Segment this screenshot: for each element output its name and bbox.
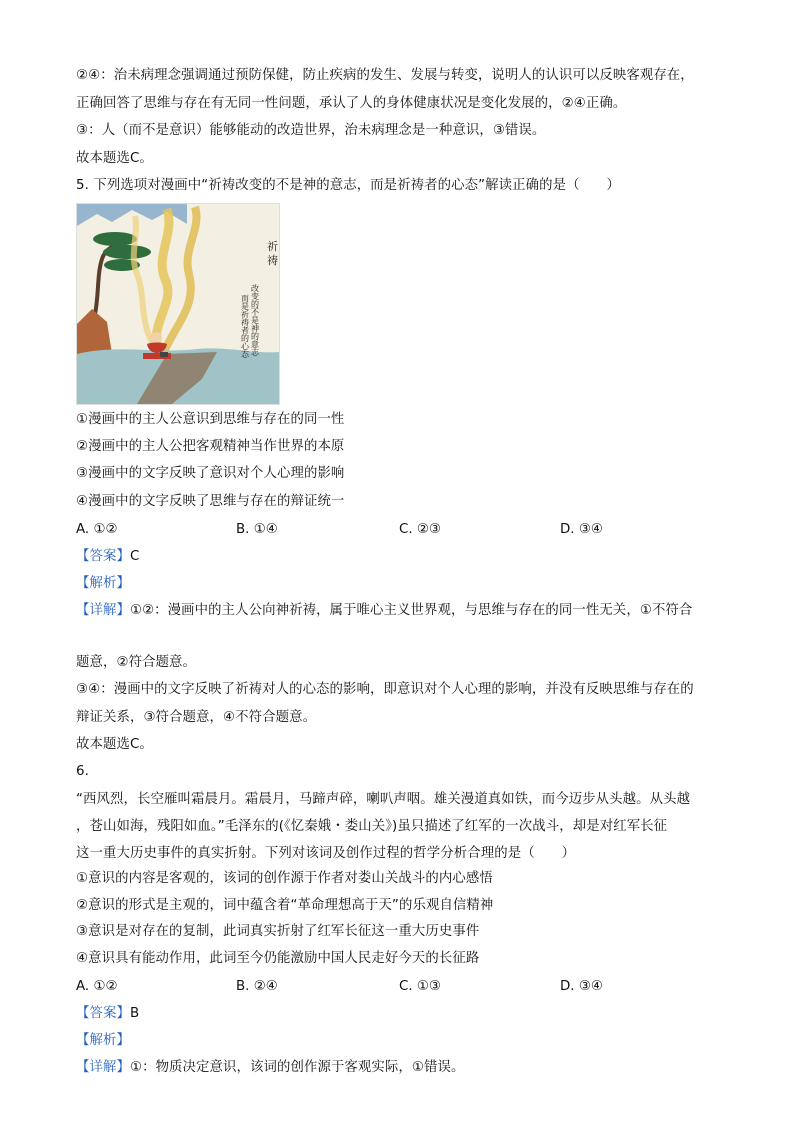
option-b: B. ②④	[236, 979, 278, 994]
question-6-poem: ，苍山如海，残阳如血。”毛泽东的(《忆秦娥・娄山关》)虽只描述了红军的一次战斗，却是对红军长征	[76, 819, 668, 834]
analysis-label: 【解析】	[76, 1033, 130, 1048]
question-6-item: ②意识的形式是主观的，词中蕴含着“革命理想高于天”的乐观自信精神	[76, 898, 494, 913]
cartoon-text-col-2: 而是祈祷者的心态	[240, 294, 250, 358]
answer-value: B	[129, 1006, 140, 1021]
question-6-item: ③意识是对存在的复制，此词真实折射了红军长征这一重大历史事件	[76, 924, 480, 939]
option-d: D. ③④	[560, 979, 603, 994]
answer-label: 【答案】	[76, 549, 130, 564]
question-5-item: ①漫画中的主人公意识到思维与存在的同一性	[76, 412, 345, 427]
detail-label: 【详解】	[76, 603, 130, 618]
detail-line: 【详解】①：物质决定意识，该词的创作源于客观实际，①错误。	[76, 1060, 465, 1075]
answer-value: C	[129, 549, 140, 564]
option-a: A. ①②	[76, 979, 118, 994]
detail-line: 辩证关系，③符合题意，④不符合题意。	[76, 710, 317, 725]
option-c: C. ①③	[399, 979, 441, 994]
text-line: 正确回答了思维与存在有无同一性问题，承认了人的身体健康状况是变化发展的，②④正确。	[76, 96, 627, 111]
text-line: 故本题选C。	[76, 151, 153, 166]
question-6-poem: “西风烈，长空雁叫霜晨月。霜晨月，马蹄声碎，喇叭声咽。雄关漫道真如铁，而今迈步从头越。从头越	[76, 792, 691, 807]
text-line: ③：人（而不是意识）能够能动的改造世界，治未病理念是一种意识，③错误。	[76, 123, 546, 138]
cartoon-text-col-1: 改变的不是神的意志	[250, 284, 260, 356]
question-5-item: ②漫画中的主人公把客观精神当作世界的本原	[76, 439, 345, 454]
question-5-item: ④漫画中的文字反映了思维与存在的辩证统一	[76, 494, 345, 509]
detail-line: 【详解】①②：漫画中的主人公向神祈祷，属于唯心主义世界观，与思维与存在的同一性无关，①不符合	[76, 603, 693, 618]
cartoon-image	[76, 203, 280, 405]
detail-line: 题意，②符合题意。	[76, 655, 197, 670]
prayer-cartoon-illustration	[77, 204, 279, 404]
detail-label: 【详解】	[76, 1060, 130, 1075]
option-c: C. ②③	[399, 522, 441, 537]
detail-line: ③④：漫画中的文字反映了祈祷对人的心态的影响，即意识对个人心理的影响，并没有反映思维与存在的	[76, 682, 694, 697]
option-d: D. ③④	[560, 522, 603, 537]
option-a: A. ①②	[76, 522, 118, 537]
question-6-stem: 这一重大历史事件的真实折射。下列对该词及创作过程的哲学分析合理的是（ ）	[76, 846, 576, 861]
cartoon-text-2: 祷	[267, 254, 278, 267]
question-5-item: ③漫画中的文字反映了意识对个人心理的影响	[76, 466, 345, 481]
answer-label: 【答案】	[76, 1006, 130, 1021]
text-line: ②④：治未病理念强调通过预防保健，防止疾病的发生、发展与转变，说明人的认识可以反映客观存在，	[76, 68, 694, 83]
question-5-stem: 5. 下列选项对漫画中“祈祷改变的不是神的意志，而是祈祷者的心态”解读正确的是（ ）	[76, 178, 621, 193]
answer-line	[76, 1004, 139, 1024]
question-6-item: ④意识具有能动作用，此词至今仍能激励中国人民走好今天的长征路	[76, 951, 480, 966]
answer-line	[76, 547, 139, 567]
cartoon-text-1: 祈	[267, 240, 278, 253]
option-b: B. ①④	[236, 522, 278, 537]
question-6-item: ①意识的内容是客观的，该词的创作源于作者对娄山关战斗的内心感悟	[76, 871, 493, 886]
conclusion-line: 故本题选C。	[76, 737, 153, 752]
question-6-number: 6.	[76, 764, 89, 779]
analysis-label: 【解析】	[76, 576, 130, 591]
